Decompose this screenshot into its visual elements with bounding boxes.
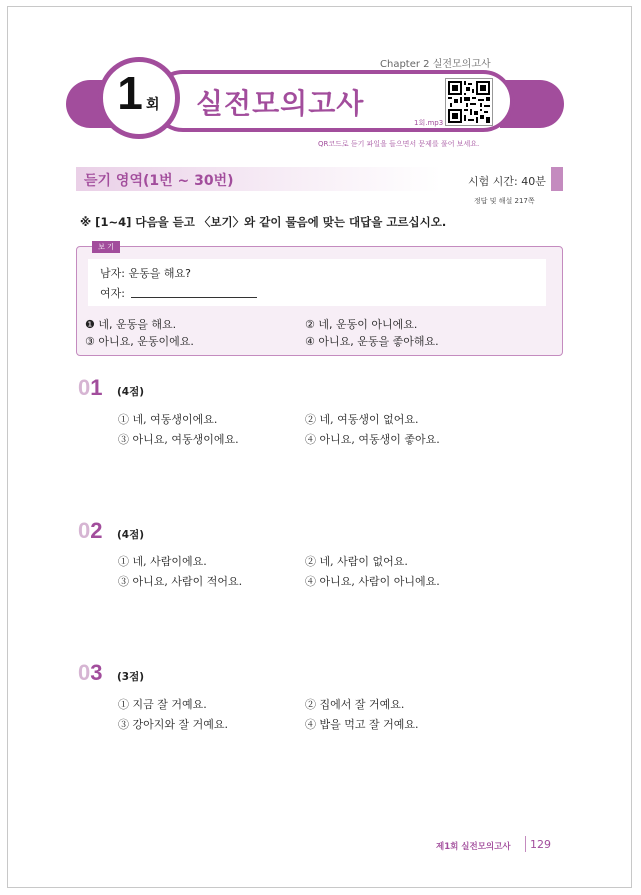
question-option[interactable]: ① 네, 여동생이에요. — [118, 413, 218, 426]
question-number-prefix: 0 — [78, 660, 91, 685]
chapter-label: Chapter 2 실전모의고사 — [380, 59, 491, 70]
question-number — [78, 660, 103, 686]
footer-label: 제1회 실전모의고사 — [436, 842, 511, 852]
qr-code-icon[interactable] — [445, 78, 493, 126]
section-title: 듣기 영역(1번 ~ 30번) — [84, 173, 234, 189]
mp3-label: 1회.mp3 — [414, 119, 444, 127]
question-points: (4점) — [117, 529, 145, 541]
question-number — [78, 375, 103, 401]
example-option-1: ❶ 네, 운동을 해요. — [85, 318, 177, 331]
example-dialog-woman: 여자: — [100, 287, 125, 300]
question-number-prefix: 0 — [78, 375, 91, 400]
example-option-2: ② 네, 운동이 아니에요. — [305, 318, 418, 331]
qr-instruction: QR코드로 듣기 파일을 들으면서 문제를 풀어 보세요. — [318, 140, 480, 148]
section-header-accent — [551, 167, 563, 191]
question-number — [78, 518, 103, 544]
question-option[interactable]: ② 네, 사람이 없어요. — [305, 555, 408, 568]
question-number-digit: 1 — [90, 375, 103, 400]
question-option[interactable]: ③ 강아지와 잘 거예요. — [118, 718, 228, 731]
page-number: 129 — [530, 838, 551, 851]
instruction-text: ※ [1~4] 다음을 듣고 〈보기〉와 같이 물음에 맞는 대답을 고르십시오. — [80, 215, 447, 229]
question-option[interactable]: ② 집에서 잘 거예요. — [305, 698, 405, 711]
example-option-4: ④ 아니요, 운동을 좋아해요. — [305, 335, 439, 348]
answer-reference: 정답 및 해설 217쪽 — [474, 197, 535, 205]
example-option-3: ③ 아니요, 운동이에요. — [85, 335, 194, 348]
question-option[interactable]: ① 네, 사람이에요. — [118, 555, 207, 568]
example-tag: 보 기 — [92, 241, 120, 253]
question-option[interactable]: ① 지금 잘 거예요. — [118, 698, 207, 711]
question-number-digit: 2 — [90, 518, 103, 543]
question-points: (3점) — [117, 671, 145, 683]
question-option[interactable]: ④ 아니요, 사람이 아니에요. — [305, 575, 440, 588]
question-option[interactable]: ③ 아니요, 사람이 적어요. — [118, 575, 243, 588]
exam-time: 시험 시간: 40분 — [468, 175, 546, 188]
round-suffix: 회 — [146, 97, 160, 113]
question-option[interactable]: ② 네, 여동생이 없어요. — [305, 413, 419, 426]
example-dialog-man: 남자: 운동을 해요? — [100, 267, 191, 280]
question-option[interactable]: ④ 아니요, 여동생이 좋아요. — [305, 433, 440, 446]
round-number: 1 — [117, 67, 143, 119]
question-option[interactable]: ③ 아니요, 여동생이에요. — [118, 433, 239, 446]
question-number-prefix: 0 — [78, 518, 91, 543]
footer-divider — [525, 836, 526, 852]
answer-blank — [131, 297, 257, 298]
question-number-digit: 3 — [90, 660, 103, 685]
page-title: 실전모의고사 — [196, 87, 365, 120]
question-points: (4점) — [117, 386, 145, 398]
question-option[interactable]: ④ 밥을 먹고 잘 거예요. — [305, 718, 419, 731]
